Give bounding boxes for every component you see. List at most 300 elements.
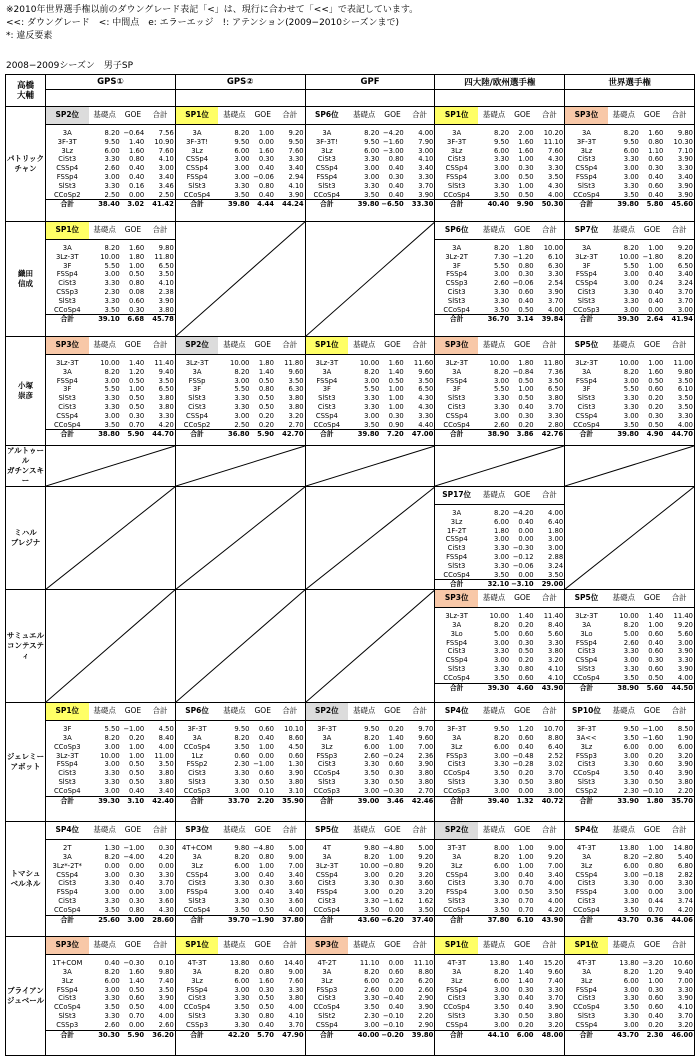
total-row bbox=[435, 200, 564, 209]
element-row bbox=[306, 412, 435, 421]
base-value: 3.30 bbox=[623, 394, 639, 403]
header-spacer bbox=[175, 90, 305, 107]
element-score: 9.80 bbox=[158, 967, 174, 976]
base-value: 5.50 bbox=[623, 385, 639, 394]
element-code: CiSt3 bbox=[447, 287, 466, 296]
header-spacer bbox=[435, 90, 565, 107]
element-row bbox=[176, 994, 305, 1003]
element-row bbox=[306, 862, 435, 871]
element-code: CiSt3 bbox=[577, 287, 596, 296]
element-score: 11.60 bbox=[413, 359, 434, 367]
element-row bbox=[565, 1021, 694, 1030]
element-code: 3Lz bbox=[580, 861, 593, 870]
element-row bbox=[565, 787, 694, 796]
element-score: 3.02 bbox=[548, 760, 564, 769]
base-value: 11.10 bbox=[359, 959, 380, 968]
score-block bbox=[435, 222, 565, 337]
total-score: 40.72 bbox=[535, 796, 565, 805]
element-row bbox=[46, 306, 175, 315]
total-row bbox=[565, 430, 694, 439]
event-header: GPF bbox=[305, 75, 435, 90]
element-code: FSSp4 bbox=[56, 270, 78, 279]
element-row bbox=[306, 844, 435, 853]
element-code: SlSt3 bbox=[577, 1011, 596, 1020]
total-goe: 1.80 bbox=[640, 796, 664, 805]
goe-value: 0.40 bbox=[648, 190, 664, 199]
element-table bbox=[435, 937, 564, 1039]
element-row bbox=[435, 368, 564, 377]
total-label: 合計 bbox=[176, 200, 219, 209]
element-code: 3F-3T bbox=[57, 137, 77, 146]
element-code: SlSt3 bbox=[58, 1011, 76, 1020]
goe-value: 1.60 bbox=[258, 146, 274, 155]
element-row bbox=[565, 986, 694, 995]
total-score: 35.90 bbox=[275, 796, 305, 805]
goe-value: 0.80 bbox=[129, 155, 145, 164]
element-score: 2.94 bbox=[288, 172, 304, 181]
element-code: 4T-3T bbox=[447, 959, 467, 968]
element-score: 4.30 bbox=[548, 155, 564, 164]
base-value: 0.40 bbox=[104, 959, 120, 968]
element-score: 5.60 bbox=[677, 629, 693, 638]
element-table bbox=[176, 703, 305, 805]
element-code: FSSp4 bbox=[56, 376, 78, 385]
element-code: 4T+COM bbox=[181, 844, 213, 853]
score-table bbox=[5, 74, 695, 1056]
col-header-goe: GOE bbox=[121, 703, 145, 721]
element-row bbox=[176, 377, 305, 386]
element-score: 3.30 bbox=[677, 164, 693, 173]
base-value: 3.30 bbox=[493, 287, 510, 296]
goe-value: 1.60 bbox=[129, 967, 145, 976]
base-value: 8.20 bbox=[364, 367, 380, 376]
total-label: 合計 bbox=[565, 200, 608, 209]
empty-block bbox=[565, 487, 695, 590]
base-value: 3.00 bbox=[493, 888, 510, 897]
base-value: 2.60 bbox=[104, 1020, 120, 1029]
element-code: 3A bbox=[581, 620, 591, 629]
base-value: 3.30 bbox=[104, 769, 120, 778]
element-code: CiSt3 bbox=[447, 879, 466, 888]
element-row bbox=[565, 164, 694, 173]
element-row bbox=[565, 871, 694, 880]
element-table bbox=[435, 590, 564, 692]
total-base: 25.60 bbox=[89, 915, 121, 924]
goe-value: 0.50 bbox=[648, 777, 664, 786]
goe-value: −0.30 bbox=[512, 544, 534, 553]
element-score: 1.62 bbox=[418, 896, 434, 905]
element-score: 6.40 bbox=[548, 517, 564, 526]
base-value: 3.50 bbox=[493, 305, 510, 314]
element-row bbox=[435, 853, 564, 862]
element-code: CCoSp4 bbox=[183, 1003, 211, 1012]
element-code: 3A bbox=[192, 967, 202, 976]
element-row bbox=[565, 621, 694, 630]
element-row bbox=[435, 297, 564, 306]
element-code: FSSp2 bbox=[186, 760, 208, 769]
element-code: 3A bbox=[322, 967, 332, 976]
element-score: 8.60 bbox=[288, 733, 304, 742]
element-score: 3.30 bbox=[548, 411, 564, 420]
base-value: 9.50 bbox=[493, 725, 510, 734]
base-value: 3.30 bbox=[104, 994, 120, 1003]
base-value: 3.30 bbox=[234, 769, 250, 778]
goe-value: 0.00 bbox=[648, 888, 664, 897]
element-code: CSSp4 bbox=[315, 411, 338, 420]
base-value: 8.20 bbox=[364, 733, 380, 742]
goe-value: 1.00 bbox=[648, 359, 664, 367]
element-code: FSSp3 bbox=[446, 751, 468, 760]
element-code: CiSt3 bbox=[188, 402, 207, 411]
col-header-base: 基礎点 bbox=[89, 703, 121, 721]
element-row bbox=[176, 853, 305, 862]
element-code: FSSp4 bbox=[446, 552, 468, 561]
element-row bbox=[565, 612, 694, 621]
element-table bbox=[565, 222, 694, 324]
base-value: 3.30 bbox=[493, 181, 510, 190]
base-value: 3.30 bbox=[104, 279, 120, 288]
element-row bbox=[306, 778, 435, 787]
element-table bbox=[306, 703, 435, 805]
element-code: 3Lz bbox=[321, 976, 333, 985]
base-value: 9.80 bbox=[234, 844, 250, 853]
total-base: 43.70 bbox=[608, 915, 640, 924]
sp-rank: SP2位 bbox=[435, 822, 478, 840]
goe-value: 0.50 bbox=[258, 394, 274, 403]
element-table bbox=[435, 487, 564, 589]
element-code: 3Lz-3T bbox=[575, 252, 598, 261]
skater-row bbox=[6, 590, 695, 703]
element-score: 3.74 bbox=[677, 896, 693, 905]
element-row bbox=[565, 138, 694, 147]
base-value: 8.20 bbox=[234, 129, 250, 137]
element-table bbox=[176, 107, 305, 209]
element-row bbox=[176, 1021, 305, 1030]
goe-value: 0.30 bbox=[388, 172, 404, 181]
element-row bbox=[435, 421, 564, 430]
goe-value: 1.00 bbox=[518, 181, 534, 190]
element-row bbox=[306, 394, 435, 403]
total-base: 39.80 bbox=[348, 200, 380, 209]
element-row bbox=[46, 844, 175, 853]
base-value: 3.00 bbox=[623, 985, 639, 994]
total-label: 合計 bbox=[176, 915, 219, 924]
base-value: 8.20 bbox=[623, 244, 639, 252]
base-value: 3.00 bbox=[493, 535, 510, 544]
sp-rank: SP1位 bbox=[435, 937, 478, 955]
element-score: 9.20 bbox=[677, 620, 693, 629]
skater-name-line: ミハル bbox=[14, 528, 37, 538]
total-score: 44.70 bbox=[145, 430, 175, 439]
sp-rank: SP1位 bbox=[565, 937, 608, 955]
element-code: FSSp4 bbox=[56, 172, 78, 181]
element-code: FSSp3 bbox=[575, 751, 597, 760]
element-score: 3.80 bbox=[288, 994, 304, 1003]
base-value: 3.00 bbox=[364, 786, 380, 795]
skater-name-line: ジュベール bbox=[6, 996, 45, 1006]
base-value: 3.00 bbox=[493, 172, 510, 181]
element-row bbox=[565, 853, 694, 862]
element-score: 3.90 bbox=[677, 769, 693, 778]
goe-value: 0.50 bbox=[518, 647, 534, 656]
total-base: 38.90 bbox=[478, 430, 510, 439]
base-value: 3.30 bbox=[623, 647, 639, 656]
base-value: 2.30 bbox=[364, 1011, 380, 1020]
element-row bbox=[565, 359, 694, 368]
base-value: 3.30 bbox=[364, 394, 380, 403]
element-score: 4.30 bbox=[418, 402, 434, 411]
element-score: 3.50 bbox=[677, 394, 693, 403]
element-score: 3.00 bbox=[677, 638, 693, 647]
col-header-goe: GOE bbox=[250, 337, 274, 355]
element-code: CCoSp4 bbox=[313, 769, 341, 778]
element-row bbox=[435, 403, 564, 412]
element-code: CiSt3 bbox=[58, 155, 77, 164]
element-score: 9.40 bbox=[158, 367, 174, 376]
element-table bbox=[565, 107, 694, 209]
base-value: 3.00 bbox=[234, 155, 250, 164]
element-row bbox=[565, 288, 694, 297]
element-row bbox=[565, 674, 694, 683]
col-header-goe: GOE bbox=[640, 222, 664, 240]
element-score: 1.90 bbox=[677, 733, 693, 742]
element-row bbox=[46, 853, 175, 862]
col-header-total: 合計 bbox=[275, 337, 305, 355]
element-row bbox=[435, 656, 564, 665]
element-code: FSSp4 bbox=[575, 270, 597, 279]
element-row bbox=[565, 403, 694, 412]
element-row bbox=[435, 760, 564, 769]
goe-value: 0.80 bbox=[129, 905, 145, 914]
element-score: 4.00 bbox=[288, 905, 304, 914]
sp-rank: SP2位 bbox=[176, 337, 219, 355]
element-row bbox=[565, 191, 694, 200]
goe-value: −0.10 bbox=[382, 1011, 404, 1020]
element-row bbox=[176, 182, 305, 191]
element-code: 3Lz bbox=[321, 146, 333, 155]
element-score: 3.80 bbox=[418, 769, 434, 778]
base-value: 3.00 bbox=[493, 270, 510, 279]
element-row bbox=[176, 906, 305, 915]
goe-value: 0.40 bbox=[258, 164, 274, 173]
goe-value: 0.30 bbox=[388, 879, 404, 888]
col-header-base: 基礎点 bbox=[89, 822, 121, 840]
element-code: CiSt3 bbox=[317, 896, 336, 905]
element-score: 3.46 bbox=[158, 181, 174, 190]
goe-value: 0.30 bbox=[518, 164, 534, 173]
goe-value: 1.10 bbox=[648, 146, 664, 155]
element-row bbox=[435, 888, 564, 897]
base-value: 2.50 bbox=[104, 190, 120, 199]
base-value: 3.50 bbox=[623, 733, 639, 742]
element-code: CSSp4 bbox=[56, 411, 79, 420]
element-row bbox=[306, 155, 435, 164]
base-value: 3.00 bbox=[493, 164, 510, 173]
element-score: 11.40 bbox=[673, 612, 693, 621]
base-value: 8.20 bbox=[493, 129, 510, 137]
element-score: 3.00 bbox=[677, 888, 693, 897]
slash-line bbox=[176, 487, 305, 589]
total-score: 37.40 bbox=[405, 915, 435, 924]
element-code: FSSp4 bbox=[446, 638, 468, 647]
element-row bbox=[435, 412, 564, 421]
base-value: 3.00 bbox=[104, 742, 120, 751]
element-code: CCoSp4 bbox=[573, 1003, 600, 1012]
total-row bbox=[435, 683, 564, 692]
base-value: 3.00 bbox=[364, 411, 380, 420]
base-value: 8.20 bbox=[364, 129, 380, 137]
element-score: 7.40 bbox=[158, 976, 174, 985]
element-code: 3F-3T! bbox=[315, 137, 338, 146]
element-row bbox=[435, 253, 564, 262]
element-score: 9.00 bbox=[288, 852, 304, 861]
goe-value: 1.40 bbox=[388, 367, 404, 376]
goe-value: 1.00 bbox=[388, 742, 404, 751]
base-value: 10.00 bbox=[100, 252, 120, 261]
element-code: CiSt3 bbox=[447, 155, 466, 164]
total-base: 39.40 bbox=[478, 796, 510, 805]
skater-name-line: ブライアン bbox=[7, 986, 44, 996]
col-header-total: 合計 bbox=[145, 822, 175, 840]
skater-name bbox=[6, 937, 46, 1056]
skater-name-line: ガチンスキー bbox=[7, 466, 44, 485]
element-score: 3.40 bbox=[288, 888, 304, 897]
col-header-base: 基礎点 bbox=[608, 703, 640, 721]
base-value: 13.80 bbox=[230, 959, 250, 968]
base-value: 3.30 bbox=[364, 402, 380, 411]
element-row bbox=[46, 403, 175, 412]
element-code: SlSt3 bbox=[577, 664, 596, 673]
element-code: 3Lz bbox=[191, 146, 203, 155]
base-value: 8.20 bbox=[623, 367, 639, 376]
element-row bbox=[565, 639, 694, 648]
element-code: 3Lz-3T bbox=[55, 359, 79, 367]
goe-value: −0.30 bbox=[123, 959, 145, 968]
element-score: 3.80 bbox=[288, 777, 304, 786]
col-header-goe: GOE bbox=[510, 107, 534, 125]
goe-value: 0.50 bbox=[518, 1011, 534, 1020]
base-value: 3.30 bbox=[623, 296, 639, 305]
total-base: 38.40 bbox=[89, 200, 121, 209]
element-row bbox=[306, 879, 435, 888]
element-row bbox=[176, 760, 305, 769]
element-row bbox=[435, 871, 564, 880]
total-row bbox=[306, 1030, 435, 1039]
element-code: CSSp4 bbox=[56, 870, 79, 879]
goe-value: 1.60 bbox=[258, 976, 274, 985]
element-row bbox=[435, 553, 564, 562]
total-label: 合計 bbox=[176, 1030, 219, 1039]
goe-value: 0.20 bbox=[129, 733, 145, 742]
element-score: 7.60 bbox=[158, 146, 174, 155]
base-value: 3.30 bbox=[493, 155, 510, 164]
empty-block bbox=[175, 222, 305, 337]
element-score: 6.50 bbox=[677, 261, 693, 270]
element-row bbox=[435, 977, 564, 986]
element-code: CiSt3 bbox=[317, 155, 336, 164]
element-score: 6.80 bbox=[677, 861, 693, 870]
element-table bbox=[565, 590, 694, 692]
goe-value: −0.12 bbox=[512, 552, 534, 561]
col-header-goe: GOE bbox=[510, 937, 534, 955]
element-code: CiSt3 bbox=[317, 760, 336, 769]
corner-label-line: 大輔 bbox=[16, 90, 34, 101]
goe-value: 0.40 bbox=[518, 1003, 534, 1012]
base-value: 3.30 bbox=[104, 1011, 120, 1020]
element-code: 4T bbox=[322, 844, 332, 853]
goe-value: −0.06 bbox=[512, 561, 534, 570]
skater-row bbox=[6, 703, 695, 822]
total-score: 47.90 bbox=[275, 1030, 305, 1039]
element-code: 3Lz-3T bbox=[315, 861, 339, 870]
empty-block bbox=[305, 222, 435, 337]
base-value: 3.00 bbox=[364, 164, 380, 173]
element-table bbox=[435, 107, 564, 209]
element-score: 11.40 bbox=[543, 612, 564, 621]
not-entered-slash bbox=[46, 590, 175, 702]
element-row bbox=[565, 844, 694, 853]
goe-value: 0.50 bbox=[129, 760, 145, 769]
base-value: 3.30 bbox=[104, 296, 120, 305]
base-value: 2.30 bbox=[104, 287, 120, 296]
base-value: 8.20 bbox=[104, 852, 120, 861]
element-code: 3T-3T bbox=[447, 844, 467, 853]
col-header-base: 基礎点 bbox=[89, 337, 121, 355]
element-code: CCoSp4 bbox=[573, 673, 600, 682]
sp-rank: SP6位 bbox=[435, 222, 478, 240]
element-code: 3A bbox=[192, 733, 202, 742]
element-row bbox=[435, 527, 564, 536]
element-row bbox=[435, 906, 564, 915]
score-block bbox=[435, 822, 565, 937]
goe-value: 0.60 bbox=[518, 629, 534, 638]
slash-line bbox=[176, 222, 305, 336]
element-score: 11.10 bbox=[543, 137, 564, 146]
element-code: 3A bbox=[581, 852, 591, 861]
base-value: 8.20 bbox=[493, 244, 510, 252]
total-label: 合計 bbox=[46, 796, 89, 805]
element-row bbox=[306, 769, 435, 778]
base-value: 3.00 bbox=[493, 638, 510, 647]
element-score: 3.90 bbox=[288, 190, 304, 199]
element-code: CiSt3 bbox=[577, 879, 596, 888]
total-label: 合計 bbox=[435, 683, 478, 692]
element-row bbox=[435, 647, 564, 656]
element-row bbox=[176, 734, 305, 743]
col-header-base: 基礎点 bbox=[218, 107, 250, 125]
skater-name-line: 小塚 bbox=[18, 381, 33, 390]
base-value: 3.30 bbox=[493, 777, 510, 786]
col-header-goe: GOE bbox=[640, 703, 664, 721]
element-row bbox=[565, 897, 694, 906]
element-score: 3.20 bbox=[677, 1020, 693, 1029]
element-score: 3.50 bbox=[158, 376, 174, 385]
element-code: CSSp4 bbox=[445, 164, 468, 173]
element-row bbox=[46, 743, 175, 752]
total-score: 44.06 bbox=[664, 915, 694, 924]
element-row bbox=[306, 752, 435, 761]
element-score: 9.70 bbox=[418, 725, 434, 734]
element-row bbox=[46, 164, 175, 173]
sp-rank: SP17位 bbox=[435, 487, 478, 505]
note-legend: <<: ダウングレード <: 中間点 e: エラーエッジ !: アテンション(2009−2010シーズンまで) bbox=[6, 18, 400, 28]
element-score: 9.20 bbox=[548, 852, 564, 861]
not-entered-slash bbox=[306, 446, 435, 486]
element-code: CiSt3 bbox=[447, 760, 466, 769]
base-value: 3.00 bbox=[104, 270, 120, 279]
total-score: 44.50 bbox=[664, 683, 694, 692]
element-row bbox=[435, 862, 564, 871]
